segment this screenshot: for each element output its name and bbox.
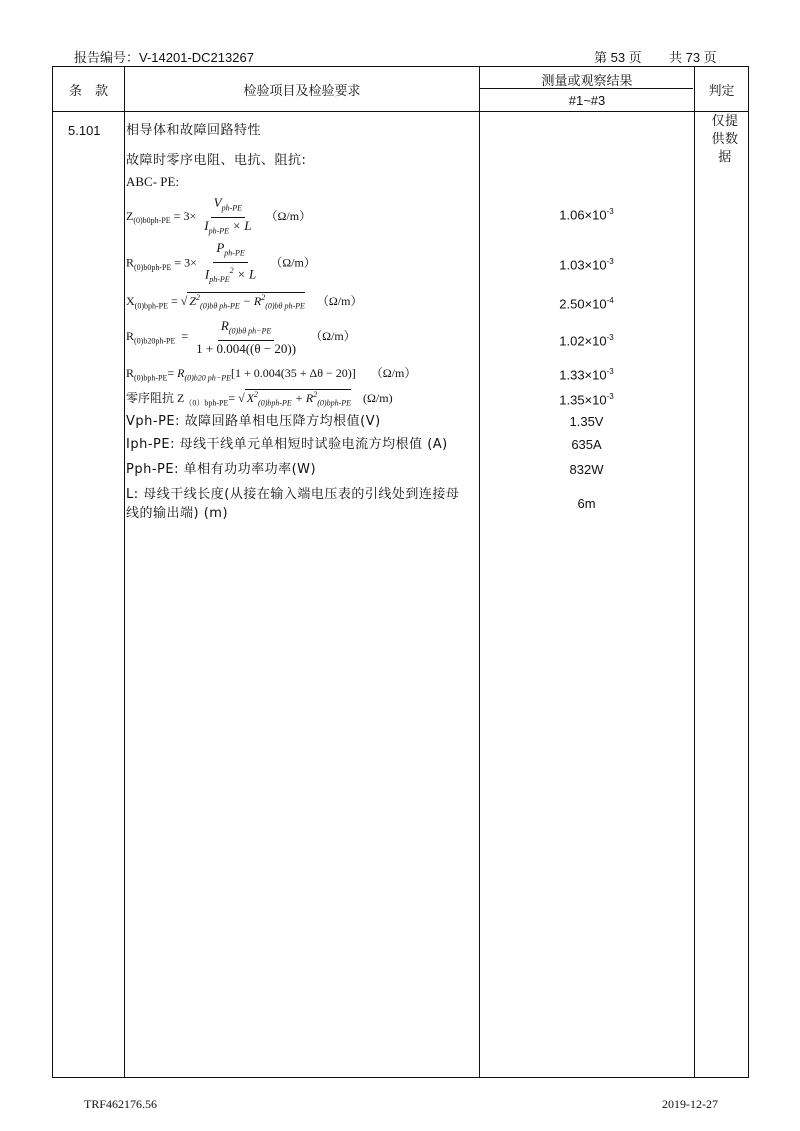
report-number [74,47,254,66]
formula-unit: （Ω/m） [370,366,417,380]
column-header-result: 测量或观察结果 [541,74,633,89]
result-exponent: -3 [606,392,614,401]
formula-subscript: (0)bph-PE [134,301,168,311]
formula-symbol: X [126,294,135,308]
result-r [479,257,694,272]
form-number: TRF462176.56 [84,1097,158,1111]
result-exponent: -3 [606,257,614,266]
result-v: 1.35V [569,414,604,429]
result-value: 1.06×10 [559,207,607,223]
formula-r0-resistance: $R_{(0)b0ph-PE} = 3\times$ $\frac{P_{ph-PE}}{I_{ph-PE}^2 \times L}$ （Ω/m） [126,240,316,284]
formula-symbol: R [126,255,135,270]
result-value: 1.35×10 [559,392,607,408]
formula-unit: （Ω/m） [316,294,363,308]
formula-zb-impedance: 零序阻抗 $Z_{(0)bph-PE}=$ √ $X^2_{(0)bph-PE} + R^2_{(0)bph-PE}$ (Ω/m) [126,390,393,408]
formula-rb-resistance: $R_{(0)bph-PE}= R_{(0)b20 ph-PE}[1 + 0.004(35 + \Delta\theta - 20)]$ （Ω/m） [126,366,417,383]
column-header-item: 检验项目及检验要求 [243,84,361,99]
formula-symbol: R [126,366,135,380]
formula-symbol: R [126,329,135,344]
result-value: 1.03×10 [559,257,607,273]
report-number-label: 报告编号： [74,50,140,65]
formula-x0-reactance: $X_{(0)bph-PE}$ = √ $Z^2_{(0)b\theta ph-PE} - R^2_{(0)b\theta ph-PE}$ （Ω/m） [126,293,363,311]
result-z [479,207,694,222]
definition-l-line2: 线的输出端) (m) [126,506,229,521]
clause-number: 5.101 [68,123,101,138]
result-exponent: -3 [606,333,614,342]
result-rb [479,367,694,382]
report-number-value: V-14201-DC213267 [139,50,254,65]
definition-l-line1: L: 母线干线长度(从接在输入端电压表的引线处到连接母 [126,487,460,502]
result-value: 1.02×10 [559,333,607,349]
definition-v: Vph-PE: 故障回路单相电压降方均根值(V) [126,414,381,429]
result-value: 2.50×10 [559,296,607,312]
formula-unit: （Ω/m） [270,255,316,270]
formula-unit: （Ω/m） [265,208,312,223]
result-r20 [479,333,694,348]
formula-symbol: Z [126,208,134,223]
result-i: 635A [571,437,602,452]
report-date: 2019-12-27 [662,1097,718,1111]
result-p: 832W [569,462,604,477]
result-exponent: -4 [606,296,614,305]
divider [694,67,695,1077]
result-value: 1.33×10 [559,367,607,383]
result-l: 6m [577,496,596,511]
result-zb [479,392,694,407]
page-total: 共 73 页 [669,50,717,65]
definition-p: Pph-PE: 单相有功功率功率(W) [126,462,317,477]
result-exponent: -3 [606,367,614,376]
formula-subscript: (0)b0ph-PE [133,216,171,226]
abc-pe-label: ABC- PE: [126,174,180,189]
definition-i: Iph-PE: 母线干线单元单相短时试验电流方均根值 (A) [126,437,448,452]
formula-z0-impedance: $Z_{(0)b0ph-PE} = 3\times$ $\frac{V_{ph-PE}}{I_{ph-PE} \times L}$ （Ω/m） [126,195,312,236]
result-exponent: -3 [606,207,614,216]
formula-subscript: (0)bph-PE [134,373,168,383]
formula-unit: (Ω/m) [363,391,393,405]
column-header-result-sub: #1~#3 [568,93,606,108]
page-current: 第 53 页 [594,50,642,65]
divider [124,67,125,1077]
formula-subscript: （0）bph-PE [184,398,229,408]
verdict-text: 仅提供数据 [711,114,739,165]
column-header-verdict: 判定 [708,84,735,99]
column-header-clause: 条 款 [68,84,108,99]
result-x [479,296,694,311]
divider [53,111,748,112]
item-title: 相导体和故障回路特性 [126,123,262,138]
formula-r20-resistance: $R_{(0)b20ph-PE}$ = $\frac{R_{(0)b\theta ph-PE}}{1 + 0.004((\theta - 20))}$ （Ω/m） [126,318,356,356]
item-subtitle: 故障时零序电阻、电抗、阻抗: [126,153,307,168]
formula-subscript: (0)b0ph-PE [134,262,172,272]
formula-unit: （Ω/m） [310,329,356,344]
formula-subscript: (0)b20ph-PE [134,336,176,346]
formula-symbol: 零序阻抗 Z [126,391,185,405]
